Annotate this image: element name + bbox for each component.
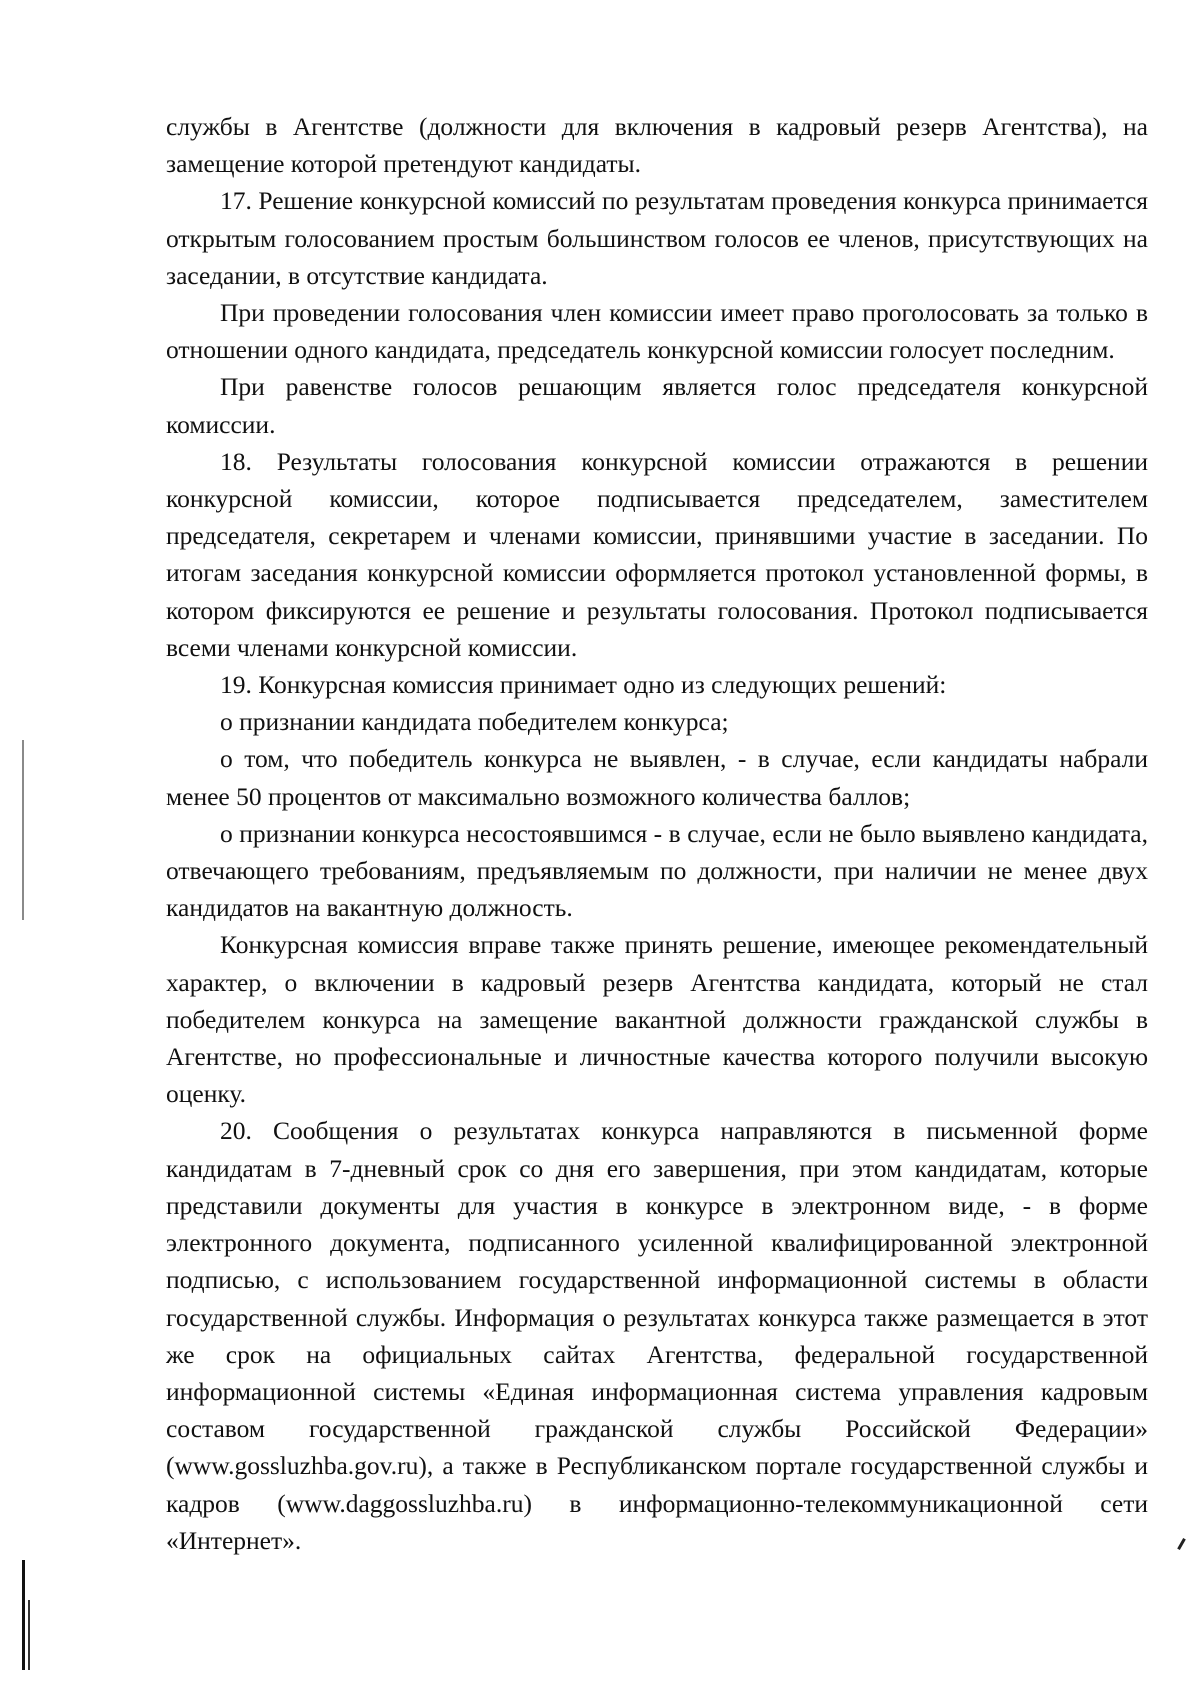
decision-item-winner: о признании кандидата победителем конкурса; bbox=[220, 707, 729, 737]
paragraph-18: 18. Результаты голосования конкурсной комиссии отражаются в решении конкурсной комиссии, которое подписывается председателем, заместителем председателя, секретарем и членами комиссии, принявшими участие в заседании. По итогам заседания конкурсной комиссии оформляется протокол установленной формы, в котором фиксируются ее решение и результаты голосования. Протокол подписывается всеми членами конкурсной комиссии. bbox=[166, 446, 1148, 662]
paragraph-voting-procedure: При проведении голосования член комиссии имеет право проголосовать за только в отношении одного кандидата, председатель конкурсной комиссии голосует последним. bbox=[166, 298, 1148, 365]
scan-edge-mark bbox=[22, 1560, 25, 1670]
document-body bbox=[166, 108, 1148, 1559]
paragraph-tie-vote: При равенстве голосов решающим является голос председателя конкурсной комиссии. bbox=[166, 372, 1148, 439]
paragraph-reserve-recommendation: Конкурсная комиссия вправе также принять решение, имеющее рекомендательный характер, о включении в кадровый резерв Агентства кандидата, который не стал победителем конкурса на замещение вакантной должности гражданской службы в Агентстве, но профессиональные и личностные качества которого получили высокую оценку. bbox=[166, 930, 1148, 1109]
paragraph-20: 20. Сообщения о результатах конкурса направляются в письменной форме кандидатам в 7-дневный срок со дня его завершения, при этом кандидатам, которые представили документы для участия в конкурсе в электронном виде, - в форме электронного документа, подписанного усиленной квалифицированной электронной подписью, с использованием государственной информационной системы в области государственной службы. Информация о результатах конкурса также размещается в этот же срок на официальных сайтах Агентства, федеральной государственной информационной системы «Единая информационная система управления кадровым составом государственной гражданской службы Российской Федерации» (www.gossluzhba.gov.ru), а также в Республиканском портале государственной службы и кадров (www.daggossluzhba.ru) в информационно-телекоммуникационной сети «Интернет». bbox=[166, 1116, 1148, 1555]
decision-item-no-winner: о том, что победитель конкурса не выявлен, - в случае, если кандидаты набрали менее 50 процентов от максимально возможного количества баллов; bbox=[166, 744, 1148, 811]
scan-edge-mark bbox=[28, 1600, 30, 1670]
decision-item-failed: о признании конкурса несостоявшимся - в случае, если не было выявлено кандидата, отвечающего требованиям, предъявляемым по должности, при наличии не менее двух кандидатов на вакантную должность. bbox=[166, 818, 1148, 923]
paragraph-17: 17. Решение конкурсной комиссий по результатам проведения конкурса принимается открытым голосованием простым большинством голосов ее членов, присутствующих на заседании, в отсутствие кандидата. bbox=[166, 186, 1148, 290]
scan-edge-mark bbox=[22, 740, 24, 920]
paragraph-continuation: службы в Агентстве (должности для включения в кадровый резерв Агентства), на замещение которой претендуют кандидаты. bbox=[166, 112, 1148, 179]
scan-stroke-mark bbox=[1177, 1538, 1186, 1550]
paragraph-19: 19. Конкурсная комиссия принимает одно из следующих решений: bbox=[220, 670, 947, 700]
